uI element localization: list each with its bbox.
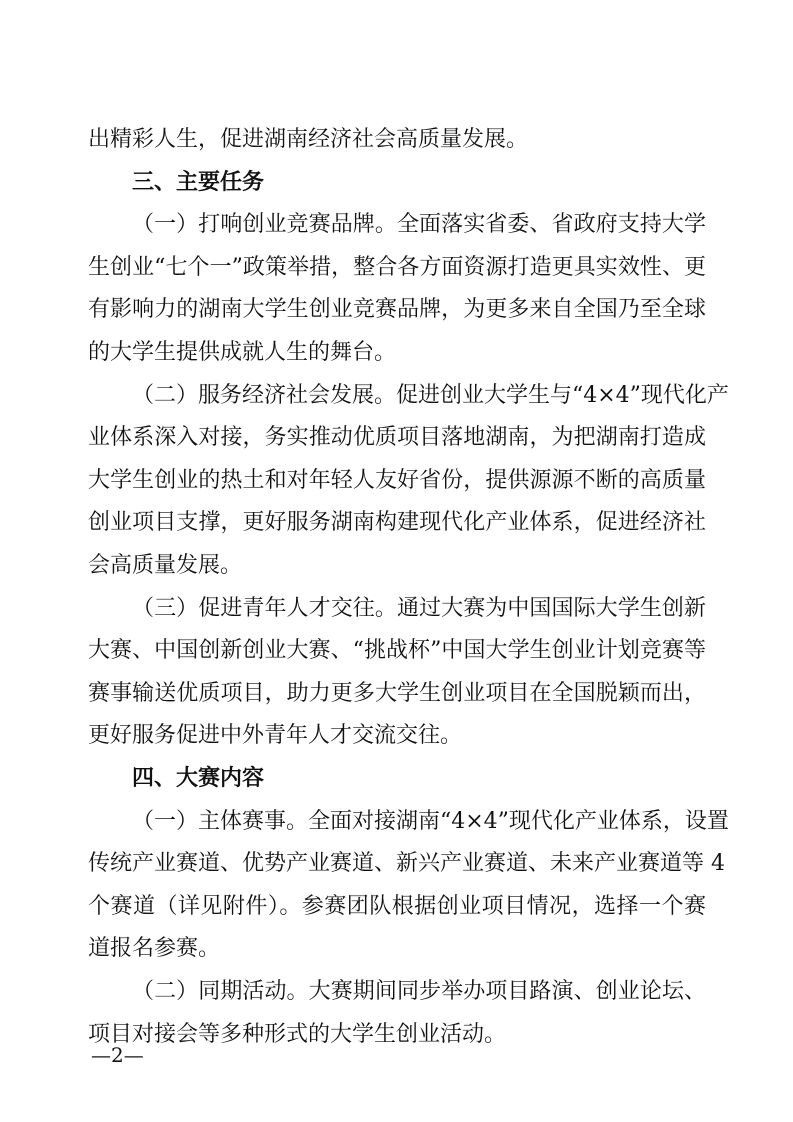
text-line: 出精彩人生，促进湖南经济社会高质量发展。	[88, 127, 529, 152]
text-line: 项目对接会等多种形式的大学生创业活动。	[88, 1022, 507, 1047]
text-line: 大学生创业的热土和对年轻人友好省份，提供源源不断的高质量	[88, 468, 706, 493]
paragraph-first-line: （一）打响创业竞赛品牌。全面落实省委、省政府支持大学	[132, 212, 706, 237]
text-line: 有影响力的湖南大学生创业竞赛品牌，为更多来自全国乃至全球	[88, 297, 706, 322]
paragraph-first-line: （三）促进青年人才交往。通过大赛为中国国际大学生创新	[132, 596, 706, 621]
paragraph-first-line: （二）服务经济社会发展。促进创业大学生与“4×4”现代化产	[132, 383, 729, 408]
text-line: 道报名参赛。	[88, 936, 221, 961]
text-line: 个赛道（详见附件）。参赛团队根据创业项目情况，选择一个赛	[88, 894, 706, 919]
paragraph-first-line: （一）主体赛事。全面对接湖南“4×4”现代化产业体系，设置	[132, 809, 729, 834]
section-heading: 三、主要任务	[132, 170, 265, 195]
text-line: 创业项目支撑，更好服务湖南构建现代化产业体系，促进经济社	[88, 510, 706, 535]
text-line: 业体系深入对接，务实推动优质项目落地湖南，为把湖南打造成	[88, 425, 706, 450]
text-line: 会高质量发展。	[88, 553, 243, 578]
paragraph-first-line: （二）同期活动。大赛期间同步举办项目路演、创业论坛、	[132, 979, 706, 1004]
text-line: 大赛、中国创新创业大赛、“挑战杯”中国大学生创业计划竞赛等	[88, 638, 706, 663]
page-number: —2—	[91, 1043, 144, 1067]
text-line: 生创业“七个一”政策举措，整合各方面资源打造更具实效性、更	[88, 255, 706, 280]
section-heading: 四、大赛内容	[132, 766, 265, 791]
text-line: 更好服务促进中外青年人才交流交往。	[88, 723, 463, 748]
text-line: 赛事输送优质项目，助力更多大学生创业项目在全国脱颖而出，	[88, 681, 706, 706]
text-line: 的大学生提供成就人生的舞台。	[88, 340, 397, 365]
text-line: 传统产业赛道、优势产业赛道、新兴产业赛道、未来产业赛道等 4	[88, 851, 725, 876]
